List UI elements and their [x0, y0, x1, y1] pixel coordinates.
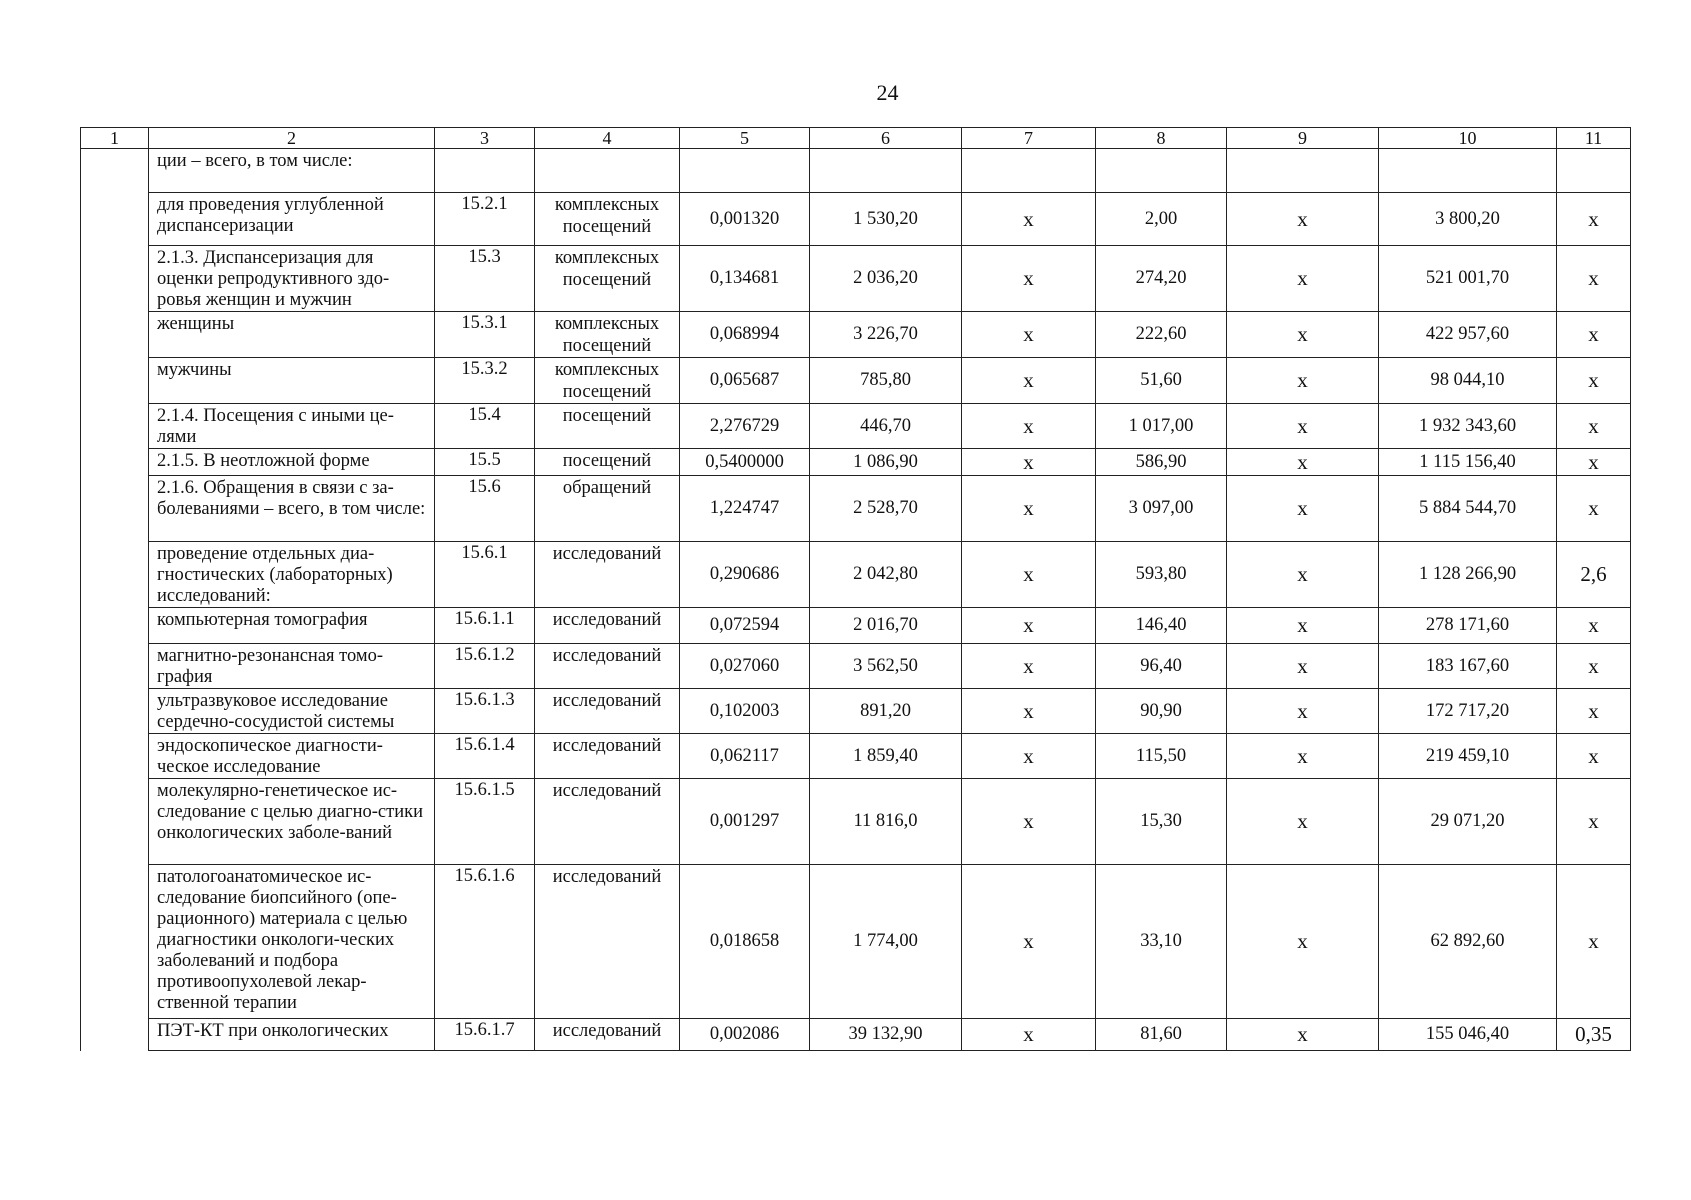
mark-cell: x [962, 193, 1096, 246]
indicator-name-cell: мужчины [149, 358, 435, 404]
row-number-cell [81, 149, 149, 193]
column-number-row [81, 128, 1631, 149]
table-row [81, 779, 1631, 865]
column-number: 9 [1227, 128, 1379, 149]
mark-cell: x [962, 542, 1096, 608]
indicator-name-cell: 2.1.3. Диспансеризация для оценки репродуктивного здо-ровья женщин и мужчин [149, 246, 435, 312]
mark-cell: x [962, 476, 1096, 542]
unit-cell: комплексных посещений [535, 193, 680, 246]
share-cell: x [1557, 312, 1631, 358]
norm-volume-cell [680, 149, 810, 193]
row-code-cell: 15.2.1 [435, 193, 535, 246]
mark-cell: x [962, 608, 1096, 644]
mark-cell: x [1227, 779, 1379, 865]
per-capita-cell: 586,90 [1096, 449, 1227, 476]
unit-cell: исследований [535, 734, 680, 779]
mark-cell: x [962, 449, 1096, 476]
table-row [81, 476, 1631, 542]
per-capita-cell: 593,80 [1096, 542, 1227, 608]
mark-cell: x [1227, 734, 1379, 779]
share-cell: x [1557, 644, 1631, 689]
mark-cell: x [1227, 608, 1379, 644]
per-capita-cell: 51,60 [1096, 358, 1227, 404]
total-cell: 219 459,10 [1379, 734, 1557, 779]
unit-cell: исследований [535, 689, 680, 734]
indicator-name-cell: 2.1.4. Посещения с иными це-лями [149, 404, 435, 449]
per-capita-cell: 33,10 [1096, 865, 1227, 1019]
per-capita-cell: 90,90 [1096, 689, 1227, 734]
total-cell: 1 115 156,40 [1379, 449, 1557, 476]
column-number: 5 [680, 128, 810, 149]
per-capita-cell: 96,40 [1096, 644, 1227, 689]
norm-cost-cell: 1 086,90 [810, 449, 962, 476]
mark-cell: x [962, 689, 1096, 734]
total-cell: 62 892,60 [1379, 865, 1557, 1019]
row-code-cell: 15.3 [435, 246, 535, 312]
norm-volume-cell: 0,290686 [680, 542, 810, 608]
mark-cell: x [962, 312, 1096, 358]
unit-cell: посещений [535, 404, 680, 449]
table-row [81, 689, 1631, 734]
table-row [81, 734, 1631, 779]
mark-cell: x [1227, 542, 1379, 608]
unit-cell: комплексных посещений [535, 312, 680, 358]
row-code-cell: 15.3.1 [435, 312, 535, 358]
indicator-name-cell: патологоанатомическое ис-следование биопсийного (опе-рационного) материала с целью диагностики онкологи-ческих заболеваний и подбора противоопухолевой лекар-ственной терапии [149, 865, 435, 1019]
norm-cost-cell: 891,20 [810, 689, 962, 734]
mark-cell [1227, 149, 1379, 193]
norm-cost-cell: 39 132,90 [810, 1019, 962, 1051]
row-code-cell: 15.4 [435, 404, 535, 449]
column-number: 8 [1096, 128, 1227, 149]
unit-cell: комплексных посещений [535, 358, 680, 404]
column-number: 2 [149, 128, 435, 149]
per-capita-cell: 115,50 [1096, 734, 1227, 779]
norm-volume-cell: 0,5400000 [680, 449, 810, 476]
row-number-cell [81, 404, 149, 449]
total-cell: 521 001,70 [1379, 246, 1557, 312]
table-row [81, 608, 1631, 644]
mark-cell: x [1227, 689, 1379, 734]
column-number: 11 [1557, 128, 1631, 149]
row-code-cell: 15.6.1.3 [435, 689, 535, 734]
mark-cell: x [1227, 358, 1379, 404]
norm-cost-cell: 3 226,70 [810, 312, 962, 358]
mark-cell: x [1227, 1019, 1379, 1051]
norm-volume-cell: 1,224747 [680, 476, 810, 542]
indicator-name-cell: ультразвуковое исследование сердечно-сосудистой системы [149, 689, 435, 734]
row-code-cell: 15.6.1.2 [435, 644, 535, 689]
row-code-cell: 15.5 [435, 449, 535, 476]
row-code-cell: 15.6.1.1 [435, 608, 535, 644]
norm-cost-cell: 3 562,50 [810, 644, 962, 689]
page-number: 24 [876, 80, 899, 105]
table-row [81, 542, 1631, 608]
share-cell: x [1557, 689, 1631, 734]
column-number: 7 [962, 128, 1096, 149]
mark-cell: x [962, 865, 1096, 1019]
unit-cell [535, 149, 680, 193]
total-cell: 98 044,10 [1379, 358, 1557, 404]
share-cell: 0,35 [1557, 1019, 1631, 1051]
unit-cell: исследований [535, 542, 680, 608]
norm-cost-cell: 2 016,70 [810, 608, 962, 644]
table-row [81, 193, 1631, 246]
unit-cell: посещений [535, 449, 680, 476]
norm-cost-cell [810, 149, 962, 193]
row-number-cell [81, 476, 149, 542]
share-cell: x [1557, 865, 1631, 1019]
row-number-cell [81, 358, 149, 404]
per-capita-cell: 15,30 [1096, 779, 1227, 865]
mark-cell: x [1227, 644, 1379, 689]
row-code-cell: 15.6.1.6 [435, 865, 535, 1019]
mark-cell: x [1227, 312, 1379, 358]
table-row [81, 1019, 1631, 1051]
share-cell [1557, 149, 1631, 193]
row-code-cell: 15.6.1 [435, 542, 535, 608]
norm-volume-cell: 0,027060 [680, 644, 810, 689]
column-number: 4 [535, 128, 680, 149]
unit-cell: исследований [535, 608, 680, 644]
row-number-cell [81, 246, 149, 312]
norm-volume-cell: 0,065687 [680, 358, 810, 404]
norm-volume-cell: 0,102003 [680, 689, 810, 734]
row-code-cell [435, 149, 535, 193]
norm-cost-cell: 785,80 [810, 358, 962, 404]
indicator-name-cell: проведение отдельных диа-гностических (лабораторных) исследований: [149, 542, 435, 608]
per-capita-cell: 2,00 [1096, 193, 1227, 246]
total-cell: 278 171,60 [1379, 608, 1557, 644]
total-cell: 155 046,40 [1379, 1019, 1557, 1051]
total-cell: 3 800,20 [1379, 193, 1557, 246]
norm-volume-cell: 0,002086 [680, 1019, 810, 1051]
mark-cell: x [962, 1019, 1096, 1051]
norm-volume-cell: 0,001297 [680, 779, 810, 865]
unit-cell: комплексных посещений [535, 246, 680, 312]
norm-cost-cell: 1 530,20 [810, 193, 962, 246]
norm-volume-cell: 2,276729 [680, 404, 810, 449]
column-number: 3 [435, 128, 535, 149]
table-row [81, 404, 1631, 449]
share-cell: x [1557, 779, 1631, 865]
mark-cell: x [962, 404, 1096, 449]
indicator-name-cell: магнитно-резонансная томо-графия [149, 644, 435, 689]
norm-cost-cell: 1 859,40 [810, 734, 962, 779]
per-capita-cell: 146,40 [1096, 608, 1227, 644]
share-cell: x [1557, 476, 1631, 542]
table-row [81, 358, 1631, 404]
indicator-name-cell: компьютерная томография [149, 608, 435, 644]
row-number-cell [81, 542, 149, 608]
mark-cell: x [962, 358, 1096, 404]
share-cell: x [1557, 358, 1631, 404]
mark-cell: x [962, 779, 1096, 865]
row-number-cell [81, 608, 149, 644]
share-cell: x [1557, 608, 1631, 644]
norm-cost-cell: 446,70 [810, 404, 962, 449]
norm-volume-cell: 0,018658 [680, 865, 810, 1019]
row-code-cell: 15.3.2 [435, 358, 535, 404]
mark-cell: x [1227, 865, 1379, 1019]
mark-cell: x [1227, 193, 1379, 246]
total-cell: 422 957,60 [1379, 312, 1557, 358]
row-number-cell [81, 734, 149, 779]
per-capita-cell [1096, 149, 1227, 193]
indicator-name-cell: 2.1.5. В неотложной форме [149, 449, 435, 476]
norm-cost-cell: 2 528,70 [810, 476, 962, 542]
per-capita-cell: 222,60 [1096, 312, 1227, 358]
row-number-cell [81, 865, 149, 1019]
row-code-cell: 15.6.1.5 [435, 779, 535, 865]
indicator-name-cell: ПЭТ-КТ при онкологических [149, 1019, 435, 1051]
mark-cell: x [1227, 476, 1379, 542]
table-row [81, 644, 1631, 689]
table-row [81, 312, 1631, 358]
norm-volume-cell: 0,134681 [680, 246, 810, 312]
row-number-cell [81, 449, 149, 476]
share-cell: x [1557, 449, 1631, 476]
total-cell: 5 884 544,70 [1379, 476, 1557, 542]
per-capita-cell: 274,20 [1096, 246, 1227, 312]
row-code-cell: 15.6.1.4 [435, 734, 535, 779]
norm-cost-cell: 1 774,00 [810, 865, 962, 1019]
share-cell: x [1557, 734, 1631, 779]
row-number-cell [81, 779, 149, 865]
financing-table [80, 127, 1631, 1051]
norm-volume-cell: 0,062117 [680, 734, 810, 779]
unit-cell: исследований [535, 779, 680, 865]
indicator-name-cell: эндоскопическое диагности-ческое исследование [149, 734, 435, 779]
indicator-name-cell: женщины [149, 312, 435, 358]
mark-cell: x [962, 644, 1096, 689]
total-cell: 29 071,20 [1379, 779, 1557, 865]
unit-cell: обращений [535, 476, 680, 542]
unit-cell: исследований [535, 1019, 680, 1051]
unit-cell: исследований [535, 865, 680, 1019]
norm-volume-cell: 0,068994 [680, 312, 810, 358]
table-row [81, 865, 1631, 1019]
mark-cell: x [1227, 449, 1379, 476]
mark-cell: x [962, 734, 1096, 779]
unit-cell: исследований [535, 644, 680, 689]
row-number-cell [81, 689, 149, 734]
row-number-cell [81, 1019, 149, 1051]
row-code-cell: 15.6.1.7 [435, 1019, 535, 1051]
share-cell: x [1557, 404, 1631, 449]
norm-cost-cell: 2 036,20 [810, 246, 962, 312]
share-cell: x [1557, 193, 1631, 246]
total-cell [1379, 149, 1557, 193]
indicator-name-cell: для проведения углубленной диспансеризации [149, 193, 435, 246]
table-row [81, 149, 1631, 193]
indicator-name-cell: 2.1.6. Обращения в связи с за-болеваниями – всего, в том числе: [149, 476, 435, 542]
mark-cell: x [1227, 404, 1379, 449]
share-cell: 2,6 [1557, 542, 1631, 608]
row-number-cell [81, 193, 149, 246]
total-cell: 1 932 343,60 [1379, 404, 1557, 449]
table-row [81, 449, 1631, 476]
mark-cell: x [962, 246, 1096, 312]
column-number: 6 [810, 128, 962, 149]
norm-cost-cell: 11 816,0 [810, 779, 962, 865]
indicator-name-cell: ции – всего, в том числе: [149, 149, 435, 193]
total-cell: 172 717,20 [1379, 689, 1557, 734]
column-number: 1 [81, 128, 149, 149]
mark-cell: x [1227, 246, 1379, 312]
row-code-cell: 15.6 [435, 476, 535, 542]
per-capita-cell: 81,60 [1096, 1019, 1227, 1051]
mark-cell [962, 149, 1096, 193]
per-capita-cell: 1 017,00 [1096, 404, 1227, 449]
row-number-cell [81, 312, 149, 358]
share-cell: x [1557, 246, 1631, 312]
per-capita-cell: 3 097,00 [1096, 476, 1227, 542]
norm-volume-cell: 0,001320 [680, 193, 810, 246]
total-cell: 1 128 266,90 [1379, 542, 1557, 608]
total-cell: 183 167,60 [1379, 644, 1557, 689]
norm-cost-cell: 2 042,80 [810, 542, 962, 608]
column-number: 10 [1379, 128, 1557, 149]
row-number-cell [81, 644, 149, 689]
norm-volume-cell: 0,072594 [680, 608, 810, 644]
table-row [81, 246, 1631, 312]
indicator-name-cell: молекулярно-генетическое ис-следование с целью диагно-стики онкологических заболе-ваний [149, 779, 435, 865]
